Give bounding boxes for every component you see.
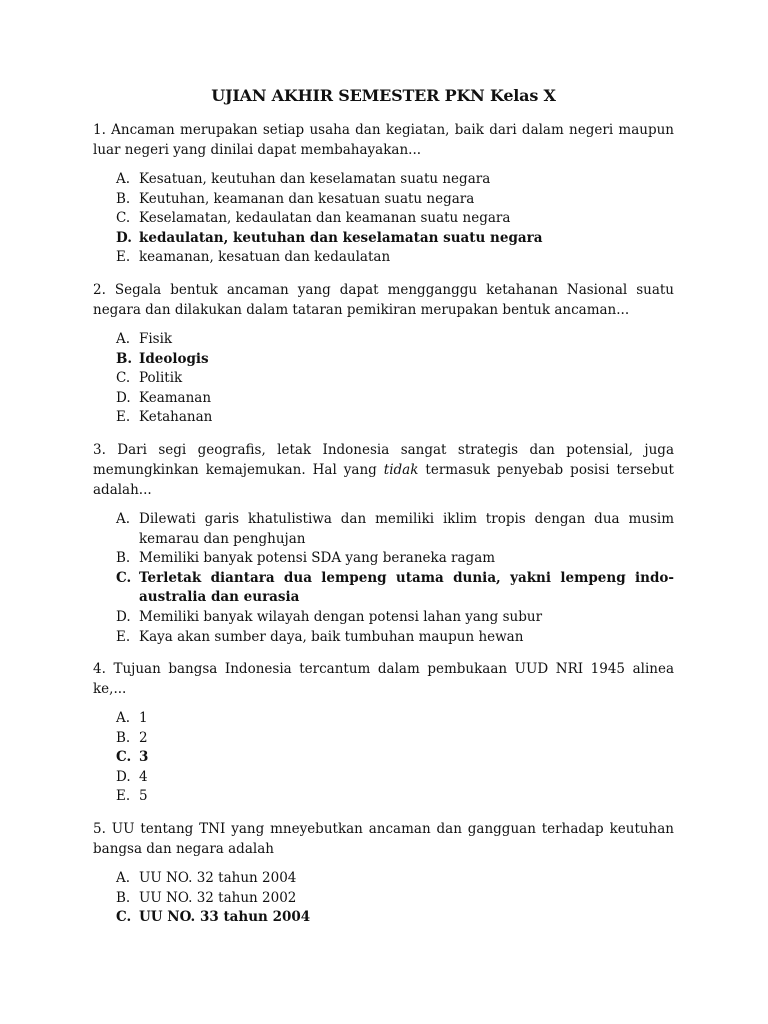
- option-letter: E.: [116, 628, 131, 645]
- option-text: 4: [139, 768, 148, 785]
- option-letter: E.: [116, 409, 131, 426]
- question-3: [93, 440, 674, 647]
- option-letter: A.: [116, 710, 131, 727]
- option-b: [93, 889, 674, 909]
- question-text: 4. Tujuan bangsa Indonesia tercantum dalam pembukaan UUD NRI 1945 alinea ke,...: [93, 661, 674, 698]
- option-text: Politik: [139, 370, 183, 387]
- question-emphasis: tidak: [383, 461, 419, 478]
- option-letter: D.: [116, 229, 132, 246]
- exam-page: [93, 84, 674, 940]
- option-text: Fisik: [139, 330, 173, 347]
- option-e: [93, 408, 674, 428]
- question-text-part: termasuk penyebab posisi tersebut adalah...: [93, 461, 674, 498]
- option-c: [93, 569, 674, 608]
- option-text: 5: [139, 788, 148, 805]
- question-1: [93, 120, 674, 268]
- option-d: [93, 389, 674, 409]
- answer-options: [93, 330, 674, 428]
- option-a: [93, 170, 674, 190]
- option-text: UU NO. 32 tahun 2004: [139, 870, 297, 887]
- option-text: kedaulatan, keutuhan dan keselamatan suatu negara: [139, 229, 543, 246]
- option-text: Terletak diantara dua lempeng utama dunia, yakni lempeng indo-australia dan eurasia: [139, 569, 674, 606]
- option-text: UU NO. 32 tahun 2002: [139, 889, 297, 906]
- option-b: [93, 549, 674, 569]
- option-e: [93, 248, 674, 268]
- question-text: 5. UU tentang TNI yang mneyebutkan ancaman dan gangguan terhadap keutuhan bangsa dan negara adalah: [93, 821, 674, 858]
- page-title: UJIAN AKHIR SEMESTER PKN Kelas X: [211, 86, 556, 105]
- option-letter: B.: [116, 729, 131, 746]
- option-letter: A.: [116, 510, 131, 527]
- question-4: [93, 659, 674, 807]
- option-text: Keselamatan, kedaulatan dan keamanan suatu negara: [139, 210, 511, 227]
- option-text: 3: [139, 749, 149, 766]
- option-letter: D.: [116, 608, 131, 625]
- option-letter: A.: [116, 870, 131, 887]
- option-letter: C.: [116, 210, 131, 227]
- option-letter: B.: [116, 350, 133, 367]
- option-letter: E.: [116, 788, 131, 805]
- option-letter: A.: [116, 171, 131, 187]
- option-d: [93, 768, 674, 788]
- option-letter: B.: [116, 889, 131, 906]
- option-text: Keutuhan, keamanan dan kesatuan suatu negara: [139, 190, 475, 207]
- option-text: Ideologis: [139, 350, 209, 367]
- option-letter: B.: [116, 550, 131, 567]
- answer-options: [93, 709, 674, 807]
- option-e: [93, 787, 674, 807]
- option-letter: C.: [116, 370, 131, 387]
- option-a: [93, 869, 674, 889]
- option-e: [93, 628, 674, 648]
- option-text: keamanan, kesatuan dan kedaulatan: [139, 249, 391, 266]
- option-b: [93, 729, 674, 749]
- option-letter: A.: [116, 330, 131, 347]
- option-d: [93, 608, 674, 628]
- answer-options: [93, 170, 674, 268]
- option-letter: D.: [116, 768, 131, 785]
- option-d: [93, 229, 674, 249]
- option-letter: B.: [116, 190, 131, 207]
- option-text: Ketahanan: [139, 409, 213, 426]
- option-letter: C.: [116, 909, 132, 926]
- question-2: [93, 280, 674, 428]
- question-5: [93, 819, 674, 928]
- option-a: [93, 510, 674, 549]
- option-text: Kesatuan, keutuhan dan keselamatan suatu negara: [139, 171, 491, 187]
- option-c: [93, 908, 674, 928]
- option-text: Kaya akan sumber daya, baik tumbuhan maupun hewan: [139, 628, 524, 645]
- question-text: 1. Ancaman merupakan setiap usaha dan kegiatan, baik dari dalam negeri maupun luar negeri yang dinilai dapat membahayakan...: [93, 122, 674, 158]
- option-text: Keamanan: [139, 389, 212, 406]
- option-c: [93, 369, 674, 389]
- option-text: 2: [139, 729, 148, 746]
- option-text: 1: [139, 710, 148, 727]
- option-letter: C.: [116, 749, 132, 766]
- option-letter: E.: [116, 249, 131, 266]
- answer-options: [93, 869, 674, 928]
- option-c: [93, 748, 674, 768]
- option-text: Memiliki banyak wilayah dengan potensi lahan yang subur: [139, 608, 543, 625]
- answer-options: [93, 510, 674, 647]
- option-text: UU NO. 33 tahun 2004: [139, 909, 311, 926]
- question-text: [93, 440, 674, 500]
- option-c: [93, 209, 674, 229]
- option-text: Memiliki banyak potensi SDA yang beraneka ragam: [139, 550, 496, 567]
- option-letter: C.: [116, 569, 132, 586]
- option-b: [93, 350, 674, 370]
- option-text: Dilewati garis khatulistiwa dan memiliki iklim tropis dengan dua musim kemarau dan penghujan: [139, 510, 674, 547]
- option-a: [93, 709, 674, 729]
- option-a: [93, 330, 674, 350]
- option-letter: D.: [116, 389, 131, 406]
- question-text-part: 3. Dari segi geografis, letak Indonesia sangat strategis dan potensial, juga memungkinkan kemajemukan. Hal yang: [93, 441, 674, 478]
- option-b: [93, 190, 674, 210]
- question-text: 2. Segala bentuk ancaman yang dapat mengganggu ketahanan Nasional suatu negara dan dilakukan dalam tataran pemikiran merupakan bentuk ancaman...: [93, 281, 674, 318]
